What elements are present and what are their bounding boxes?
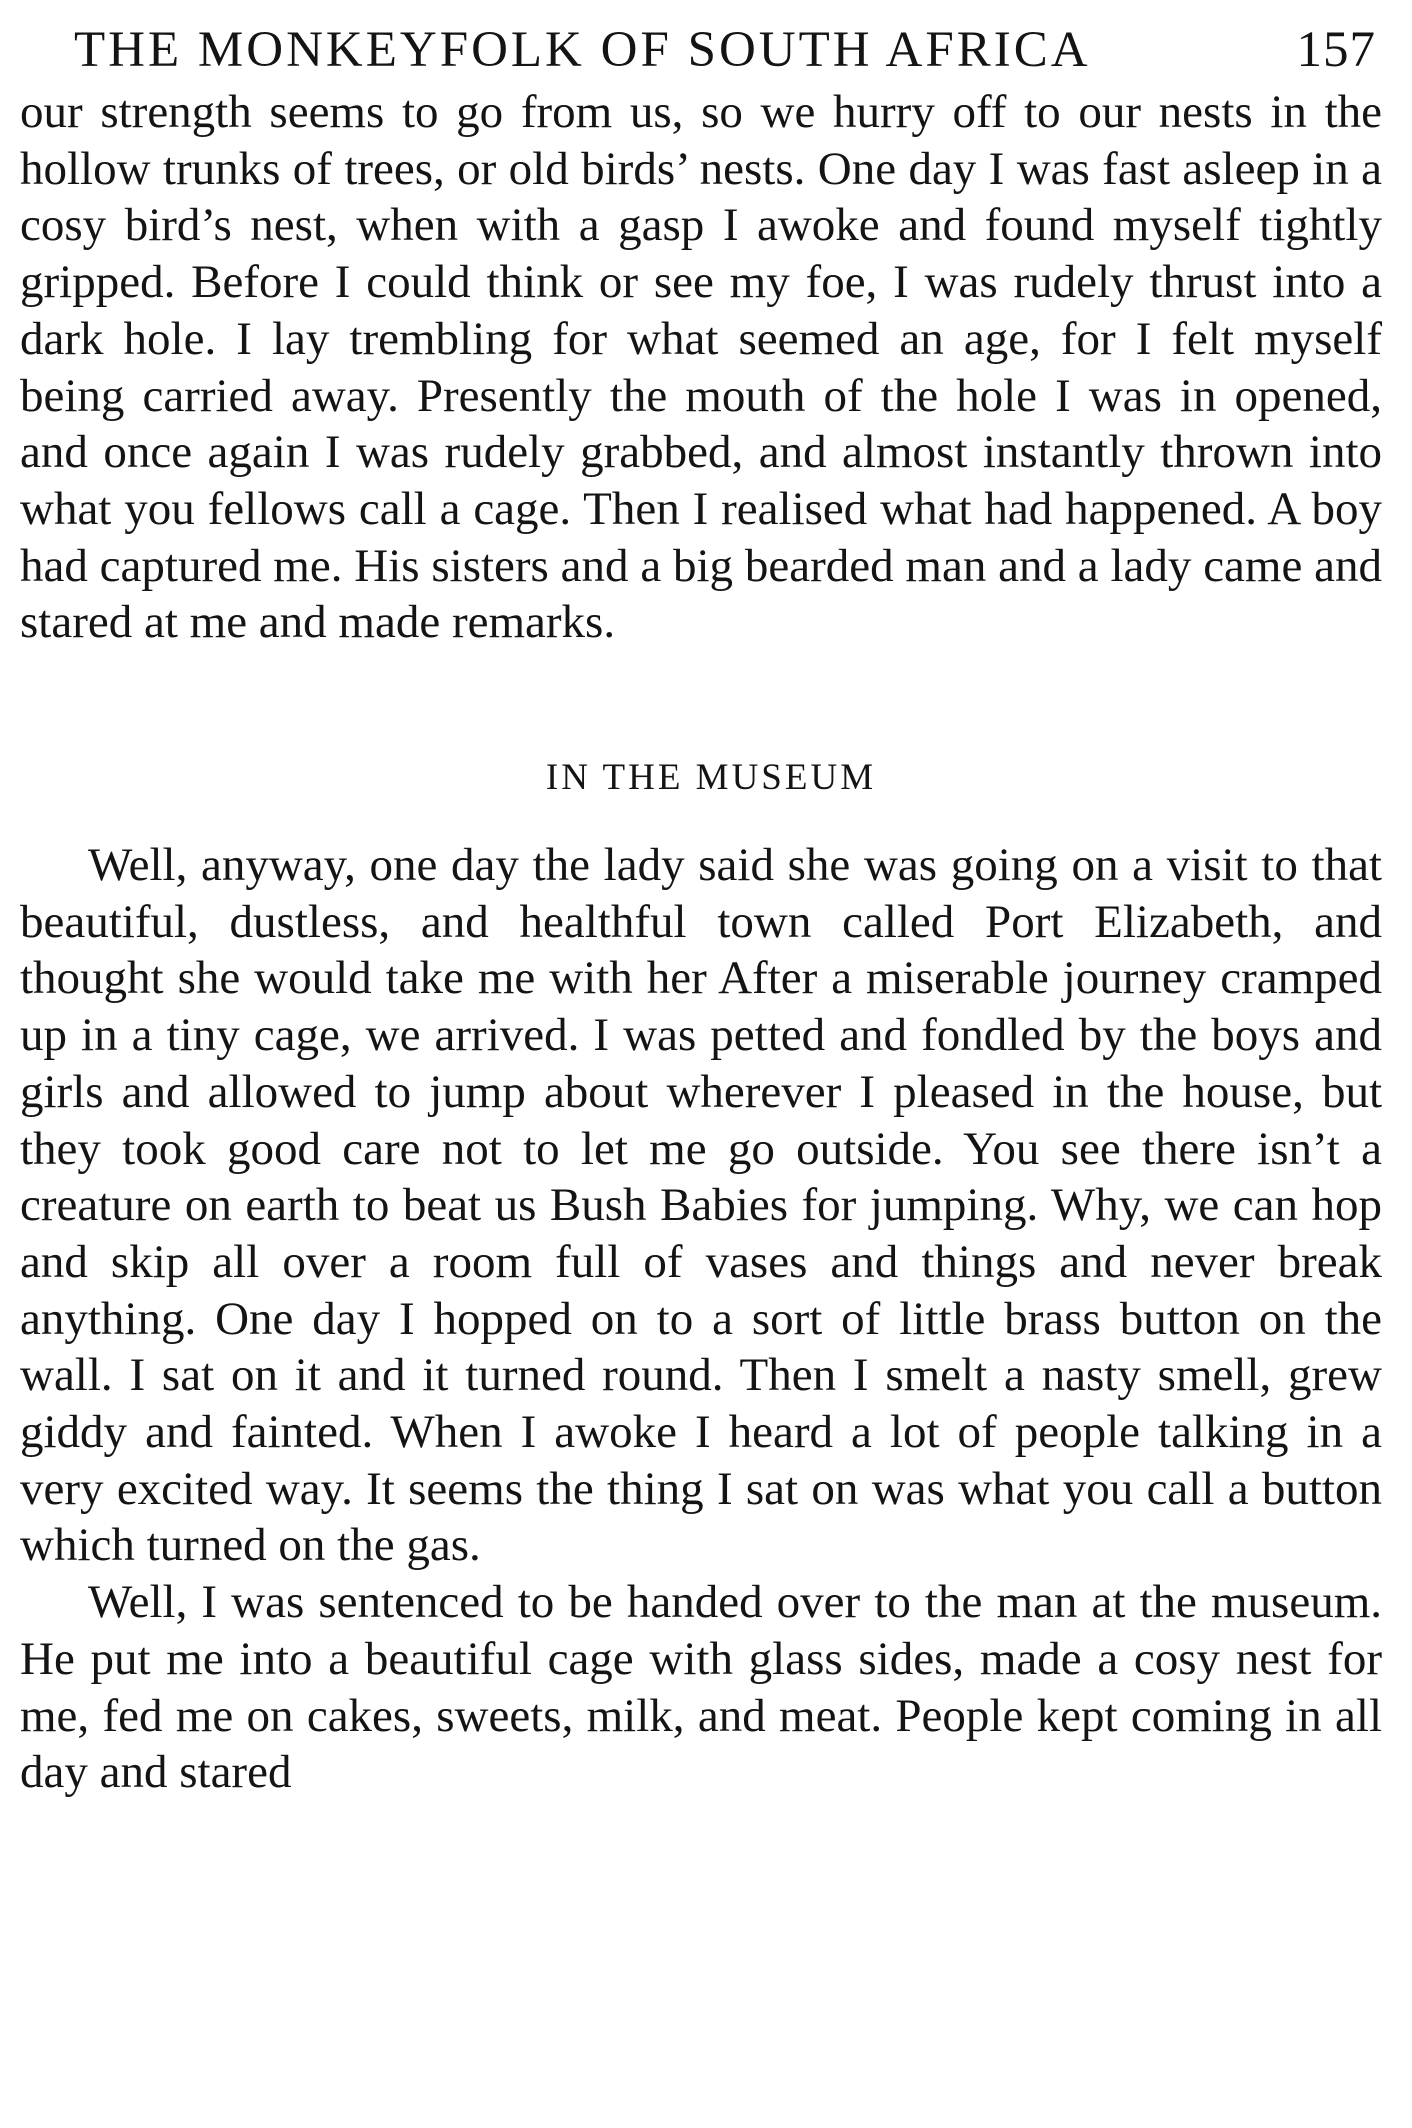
paragraph: our strength seems to go from us, so we hurry off to our nests in the hollow trunks of trees, or old birds’ nests. One day I was fast asleep in a cosy bird’s nest, when with a gasp I awoke and found myself tightly gripped. Before I could think or see my foe, I was rudely thrust into a dark hole. I lay trembling for what seemed an age, for I felt myself being carried away. Presently the mouth of the hole I was in opened, and once again I was rudely grabbed, and almost instantly thrown into what you fellows call a cage. Then I realised what had happened. A boy had captured me. His sisters and a big bearded man and a lady came and stared at me and made remarks.	[20, 86, 1382, 649]
paragraph: Well, anyway, one day the lady said she was going on a visit to that beautiful, dustless, and healthful town called Port Elizabeth, and thought she would take me with her After a miserable journey cramped up in a tiny cage, we arrived. I was petted and fondled by the boys and girls and allowed to jump about wherever I pleased in the house, but they took good care not to let me go outside. You see there isn’t a creature on earth to beat us Bush Babies for jumping. Why, we can hop and skip all over a room full of vases and things and never break anything. One day I hopped on to a sort of little brass button on the wall. I sat on it and it turned round. Then I smelt a nasty smell, grew giddy and fainted. When I awoke I heard a lot of people talking in a very excited way. It seems the thing I sat on was what you call a button which turned on the gas.	[20, 839, 1382, 1572]
running-head-title: THE MONKEYFOLK OF SOUTH AFRICA	[74, 22, 1091, 78]
body-text	[20, 84, 1382, 1801]
section-heading: IN THE MUSEUM	[545, 757, 877, 799]
paragraph: Well, I was sentenced to be handed over to the man at the museum. He put me into a beautiful cage with glass sides, made a cosy nest for me, fed me on cakes, sweets, milk, and meat. People kept coming in all day and stared	[20, 1576, 1382, 1799]
running-head	[20, 18, 1382, 84]
page-number: 157	[1296, 22, 1376, 78]
page-content	[20, 18, 1382, 1801]
